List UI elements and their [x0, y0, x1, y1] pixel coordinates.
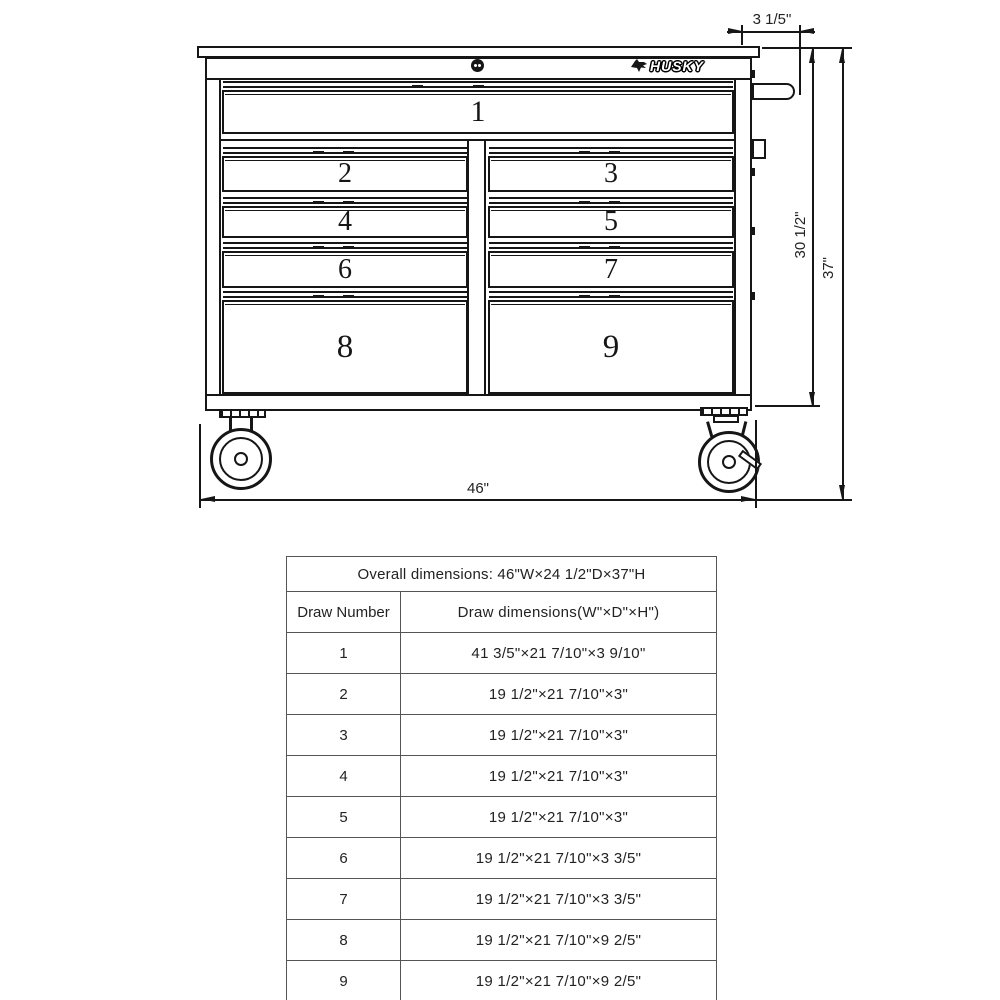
cell-draw-number: 3 — [287, 715, 401, 755]
brand-logo-text: HUSKY — [650, 58, 705, 74]
drawer-rail — [223, 291, 467, 298]
drawer-7 — [488, 242, 734, 288]
top-panel-line — [207, 78, 750, 80]
dim-handle-depth-label: 3 1/5" — [736, 11, 808, 28]
drawer-rail — [489, 291, 733, 298]
drawer-face — [222, 300, 468, 394]
caster-hub-left — [234, 452, 248, 466]
cell-draw-number: 2 — [287, 674, 401, 714]
dim-arrow — [839, 485, 845, 499]
side-nub — [750, 168, 755, 176]
cell-draw-dimensions: 19 1/2"×21 7/10"×3" — [488, 726, 629, 744]
table-row — [287, 838, 716, 879]
drawer-8 — [222, 291, 468, 394]
drawer-face — [488, 206, 734, 238]
cell-draw-dimensions: 19 1/2"×21 7/10"×3 3/5" — [475, 890, 642, 908]
dim-overall-height-line — [842, 49, 844, 499]
cell-draw-dimensions: 41 3/5"×21 7/10"×3 9/10" — [471, 644, 646, 662]
cell-draw-dimensions: 19 1/2"×21 7/10"×3" — [488, 767, 629, 785]
column-header-draw-number: Draw Number — [287, 592, 401, 632]
drawer-face — [222, 251, 468, 288]
side-nub — [750, 292, 755, 300]
drawer-rail — [489, 147, 733, 154]
caster-plate-left — [219, 409, 266, 418]
cell-draw-dimensions: 19 1/2"×21 7/10"×3" — [488, 808, 629, 826]
cell-draw-number: 9 — [287, 961, 401, 1000]
drawer-5 — [488, 197, 734, 238]
cell-draw-dimensions: 19 1/2"×21 7/10"×9 2/5" — [475, 972, 642, 990]
table-row — [287, 920, 716, 961]
cell-draw-dimensions: 19 1/2"×21 7/10"×3" — [488, 685, 629, 703]
drawer-rail — [223, 81, 733, 88]
husky-dog-head-icon — [631, 59, 647, 73]
spec-table-body — [287, 633, 716, 1000]
side-handle — [752, 83, 795, 100]
drawer-number: 8 — [336, 328, 354, 365]
spec-table-title: Overall dimensions: 46"W×24 1/2"D×37"H — [287, 557, 716, 592]
dim-arrow — [809, 392, 815, 406]
drawer-rail — [489, 242, 733, 249]
drawer-rail — [223, 197, 467, 204]
drawer-3 — [488, 147, 734, 192]
table-row — [287, 756, 716, 797]
table-row — [287, 633, 716, 674]
table-row — [287, 961, 716, 1000]
extension-line — [741, 25, 743, 45]
dim-overall-height-label: 37" — [820, 247, 838, 289]
cell-draw-number: 7 — [287, 879, 401, 919]
cell-draw-number: 8 — [287, 920, 401, 960]
caster-swivel-housing — [713, 415, 739, 423]
drawer-number: 2 — [338, 158, 352, 189]
drawer-1 — [222, 81, 734, 134]
barrel-lock-icon — [471, 59, 484, 72]
drawer-number: 6 — [338, 253, 352, 285]
drawer-number: 5 — [604, 206, 618, 237]
drawer-face — [222, 90, 734, 134]
extension-line — [799, 25, 801, 95]
table-row — [287, 797, 716, 838]
drawer-face — [488, 251, 734, 288]
dim-arrow — [728, 28, 742, 34]
dim-arrow — [809, 49, 815, 63]
drawer-face — [222, 156, 468, 192]
drawer-face — [222, 206, 468, 238]
dim-arrow — [201, 496, 215, 502]
drawer-rail — [223, 242, 467, 249]
cell-draw-number: 1 — [287, 633, 401, 673]
cell-draw-dimensions: 19 1/2"×21 7/10"×9 2/5" — [475, 931, 642, 949]
cell-draw-number: 6 — [287, 838, 401, 878]
dim-arrow — [800, 28, 814, 34]
dim-width-label: 46" — [438, 480, 518, 497]
table-row — [287, 879, 716, 920]
cell-draw-dimensions: 19 1/2"×21 7/10"×3 3/5" — [475, 849, 642, 867]
drawer-face — [488, 300, 734, 394]
extension-line — [755, 420, 757, 508]
table-row — [287, 715, 716, 756]
dim-arrow — [839, 49, 845, 63]
drawer-face — [488, 156, 734, 192]
table-row — [287, 674, 716, 715]
dim-arrow — [741, 496, 755, 502]
drawer-rail — [489, 197, 733, 204]
drawer-number: 7 — [604, 253, 618, 285]
column-header-draw-dimensions: Draw dimensions(W"×D"×H") — [457, 603, 660, 621]
spec-table-header-row — [287, 592, 716, 633]
drawer-number: 9 — [602, 328, 620, 365]
dim-body-height-line — [812, 49, 814, 406]
drawer-2 — [222, 147, 468, 192]
cell-draw-number: 4 — [287, 756, 401, 796]
side-nub — [750, 70, 755, 78]
inner-wall-right — [734, 79, 736, 394]
brand-logo — [631, 56, 704, 76]
dim-body-height-label: 30 1/2" — [792, 204, 810, 266]
spec-table — [286, 556, 717, 1000]
bottom-frame-line — [207, 394, 750, 396]
drawer-number: 4 — [338, 206, 352, 237]
drawer-rail — [223, 147, 467, 154]
side-nub — [750, 227, 755, 235]
inner-wall-left — [219, 79, 221, 394]
cell-draw-number: 5 — [287, 797, 401, 837]
drawer-number: 3 — [604, 158, 618, 189]
drawer-6 — [222, 242, 468, 288]
drawer-number: 1 — [470, 95, 486, 128]
side-knob — [752, 139, 766, 159]
drawer-4 — [222, 197, 468, 238]
center-divider — [467, 141, 486, 394]
caster-hub-right — [722, 455, 736, 469]
drawer-9 — [488, 291, 734, 394]
